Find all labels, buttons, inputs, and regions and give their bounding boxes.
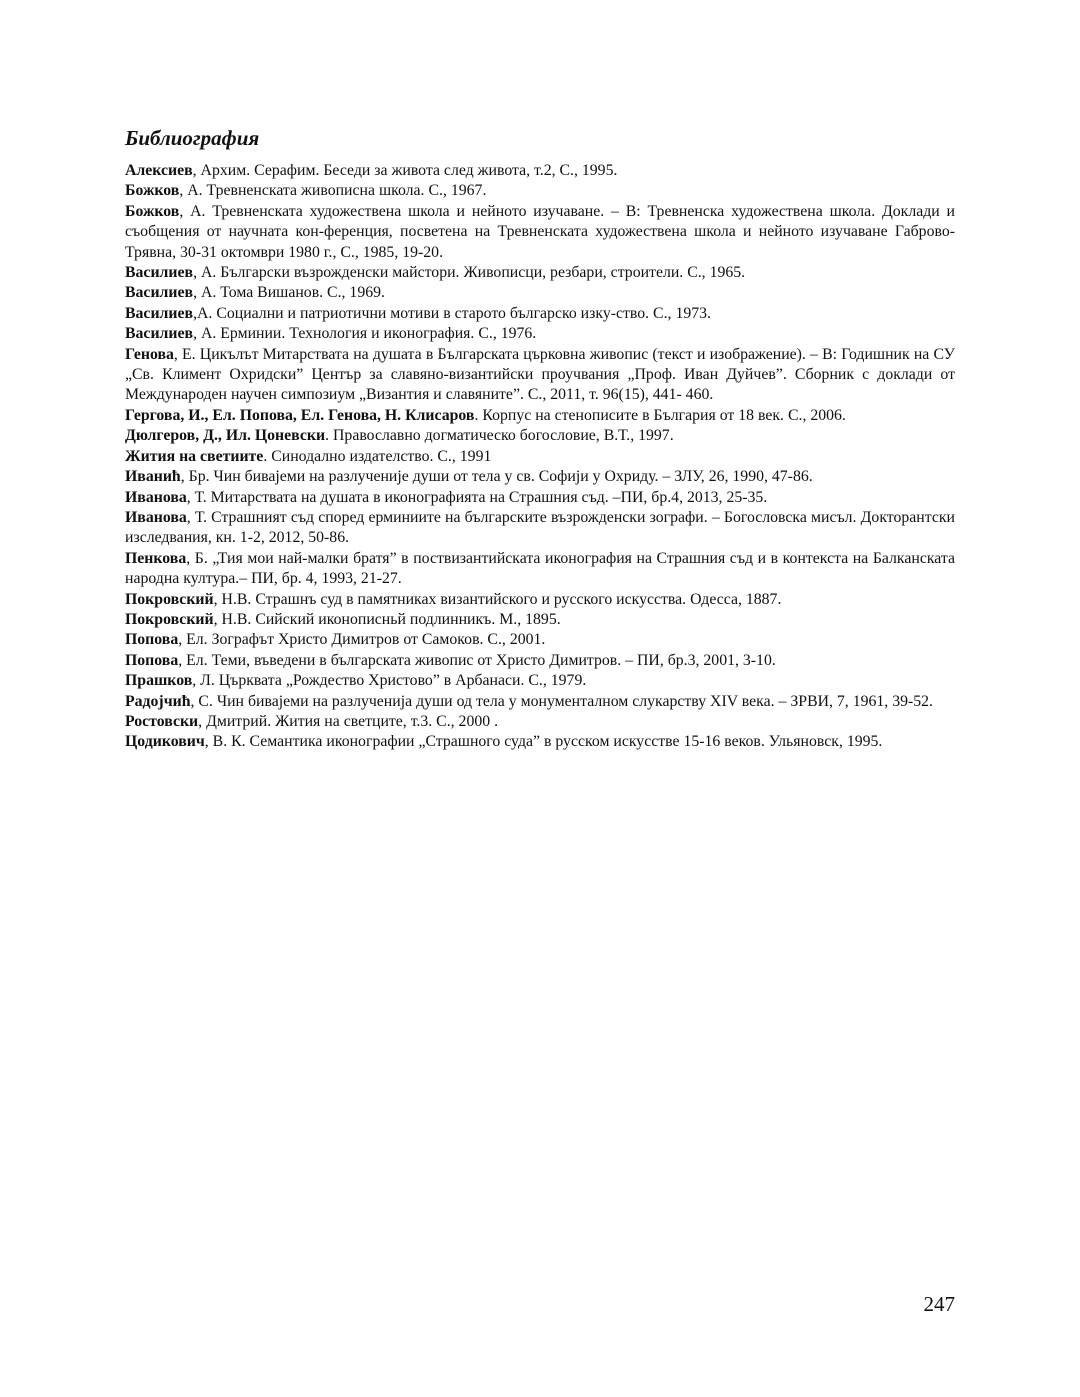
entry-details: , Н.В. Сийский иконописньй подлинникъ. М., 1895. xyxy=(213,610,561,628)
entry-details: ,А. Социални и патриотични мотиви в старото българско изку-ство. С., 1973. xyxy=(193,304,711,322)
entry-author: Божков xyxy=(125,182,180,200)
entry-details: , Е. Цикълът Митарствата на душата в Българската църковна живопис (текст и изображение). – В: Годишник на СУ „Св. Климент Охридски” Център за славяно-византийски проучвания „Проф. Иван Дуйчев”. Сборник с доклади от Международен научен симпозиум „Византия и славяните”. С., 2011, т. 96(15), 441- 460. xyxy=(125,345,955,404)
entry-author: Прашков xyxy=(125,672,193,690)
entry-author: Генова xyxy=(125,345,174,363)
bibliography-entry xyxy=(125,610,955,630)
bibliography-entry xyxy=(125,712,955,732)
entry-details: , Ел. Теми, въведени в българската живопис от Христо Димитров. – ПИ, бр.3, 2001, 3-10. xyxy=(178,651,776,669)
entry-author: Василиев xyxy=(125,264,194,282)
bibliography-entry xyxy=(125,630,955,650)
entry-author: Иванова xyxy=(125,508,187,526)
entry-author: Пенкова xyxy=(125,549,187,567)
bibliography-entry xyxy=(125,202,955,263)
bibliography-entry xyxy=(125,651,955,671)
entry-author: Божков xyxy=(125,202,180,220)
bibliography-entry xyxy=(125,692,955,712)
bibliography-entry xyxy=(125,732,955,752)
bibliography-entry xyxy=(125,161,955,181)
bibliography-entry xyxy=(125,467,955,487)
bibliography-entry xyxy=(125,181,955,201)
entry-details: , Ел. Зографът Христо Димитров от Самоков. С., 2001. xyxy=(178,631,546,649)
entry-author: Василиев xyxy=(125,284,194,302)
entry-author: Алексиев xyxy=(125,162,193,179)
entry-details: , В. К. Семантика иконографии „Страшного суда” в русском искусстве 15-16 веков. Ульяновск, 1995. xyxy=(204,733,883,751)
entry-author: Покровский xyxy=(125,590,214,608)
entry-details: , А. Ерминии. Технология и иконография. С., 1976. xyxy=(193,325,537,343)
entry-author: Попова xyxy=(125,631,179,649)
entry-author: Дюлгеров, Д., Ил. Цоневски xyxy=(125,427,326,445)
bibliography-entry xyxy=(125,590,955,610)
entry-details: , А. Български възрожденски майстори. Живописци, резбари, строители. С., 1965. xyxy=(193,264,746,282)
entry-details: , Л. Църквата „Рождество Христово” в Арбанаси. С., 1979. xyxy=(192,672,587,690)
entry-details: , Т. Страшният съд според ерминиите на българските възрожденски зографи. – Богословска мисъл. Докторантски изследвания, кн. 1-2, 2012, 50-86. xyxy=(125,508,955,547)
bibliography-entry xyxy=(125,508,955,549)
bibliography-entry xyxy=(125,304,955,324)
bibliography-entry xyxy=(125,488,955,508)
entry-details: , Т. Митарствата на душата в иконографията на Страшния съд. –ПИ, бр.4, 2013, 25-35. xyxy=(186,488,768,506)
bibliography-entry xyxy=(125,345,955,406)
bibliography-entry xyxy=(125,426,955,446)
entry-details: , А. Тревненската живописна школа. С., 1967. xyxy=(179,182,487,200)
entry-details: , Архим. Серафим. Беседи за живота след живота, т.2, С., 1995. xyxy=(192,162,618,179)
bibliography-entry xyxy=(125,671,955,691)
entry-author: Покровский xyxy=(125,610,214,628)
entry-details: , С. Чин биваjеми на разлучениjа души од тела у монументалном слукарству XIV века. – ЗРВИ, 7, 1961, 39-52. xyxy=(190,692,933,710)
entry-details: , А. Тома Вишанов. С., 1969. xyxy=(193,284,385,302)
entry-details: . Корпус на стенописите в България от 18 век. С., 2006. xyxy=(474,406,846,424)
bibliography-entry xyxy=(125,263,955,283)
entry-author: Василиев xyxy=(125,325,194,343)
bibliography-entry xyxy=(125,406,955,426)
bibliography-entry xyxy=(125,283,955,303)
entry-details: . Православно догматическо богословие, В.Т., 1997. xyxy=(325,427,674,445)
entry-author: Попова xyxy=(125,651,179,669)
entry-details: . Синодално издателство. С., 1991 xyxy=(263,447,492,465)
bibliography-entry xyxy=(125,549,955,590)
entry-details: , Н.В. Страшнъ суд в памятниках византийского и русского искусства. Одесса, 1887. xyxy=(213,590,782,608)
bibliography-entry xyxy=(125,324,955,344)
entry-details: , А. Тревненската художествена школа и нейното изучаване. – В: Тревненска художествена школа. Доклади и съобщения от научната кон-ференция, посветена на Тревненската художествена школа и нейното изучаване Габрово-Трявна, 30-31 октомври 1980 г., С., 1985, 19-20. xyxy=(125,202,955,261)
entry-author: Гергова, И., Ел. Попова, Ел. Генова, Н. Клисаров xyxy=(125,406,475,424)
entry-author: Ростовски xyxy=(125,712,199,730)
section-heading: Библиография xyxy=(125,126,260,150)
entry-details: , Бр. Чин биваjеми на разлучениjе души от тела у св. Софиjи у Охриду. – ЗЛУ, 26, 1990, 47-86. xyxy=(180,468,813,486)
bibliography-list xyxy=(125,161,955,753)
entry-details: , Б. „Тия мои най-малки братя” в поствизантийската иконография на Страшния съд и в контекста на Балканската народна култура.– ПИ, бр. 4, 1993, 21-27. xyxy=(125,549,955,588)
page-number: 247 xyxy=(923,1292,955,1316)
bibliography-entry xyxy=(125,447,955,467)
entry-author: Иванова xyxy=(125,488,187,506)
entry-author: Радоjчић xyxy=(125,692,191,710)
entry-author: Цодикович xyxy=(125,733,205,751)
entry-author: Иванић xyxy=(125,468,181,486)
entry-author: Василиев xyxy=(125,304,194,322)
entry-details: , Дмитрий. Жития на светците, т.3. С., 2000 . xyxy=(198,712,499,730)
entry-author: Жития на светиите xyxy=(125,447,264,465)
